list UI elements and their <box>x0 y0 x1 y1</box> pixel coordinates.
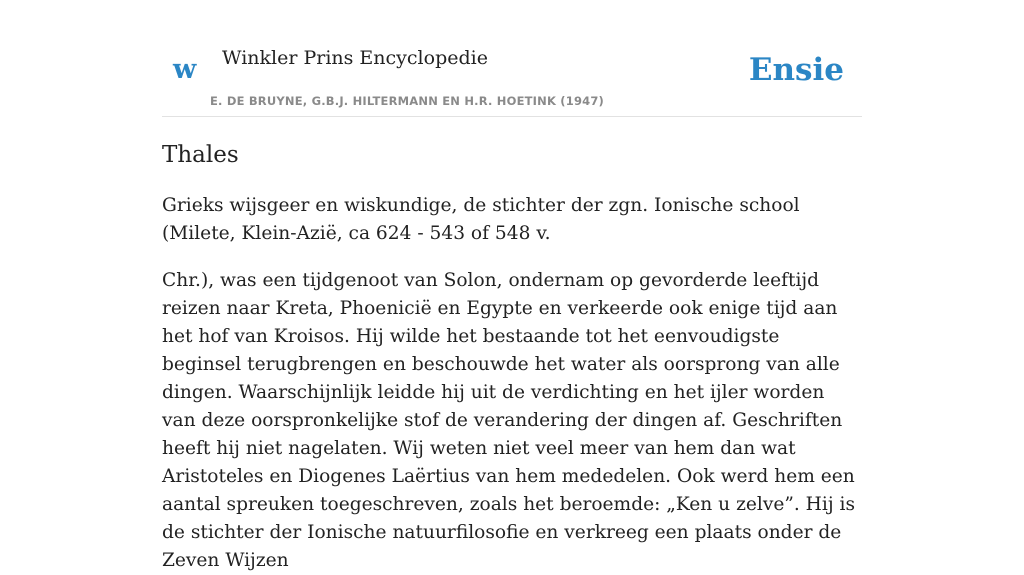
publication-authors: E. DE BRUYNE, G.B.J. HILTERMANN EN H.R. HOETINK (1947) <box>210 94 605 108</box>
article-paragraph: Grieks wijsgeer en wiskundige, de stichter der zgn. Ionische school (Milete, Klein-Azië, ca 624 - 543 of 548 v. <box>162 195 800 244</box>
header <box>162 0 862 117</box>
article-paragraph: Chr.), was een tijdgenoot van Solon, ondernam op gevorderde leeftijd reizen naar Kreta, Phoenicië en Egypte en verkeerde ook enige tijd aan het hof van Kroisos. Hij wilde het bestaande tot het eenvoudigste beginsel terugbrengen en beschouwde het water als oorsprong van alle dingen. Waarschijnlijk leidde hij uit de verdichting en het ijler worden van deze oorspronkelijke stof de verandering der dingen af. Geschriften heeft hij niet nagelaten. Wij weten niet veel meer van hem dan wat Aristoteles en Diogenes Laërtius van hem mededelen. Ook werd hem een aantal spreuken toegeschreven, zoals het beroemde: „Ken u zelve”. Hij is de stichter der Ionische natuurfilosofie en verkreeg een plaats onder de Zeven Wijzen <box>162 270 855 571</box>
page <box>162 0 862 571</box>
article-title: Thales <box>162 142 239 168</box>
publication-logo[interactable]: w <box>173 54 197 85</box>
brand-logo[interactable]: Ensie <box>748 52 844 88</box>
publication-title[interactable]: Winkler Prins Encyclopedie <box>222 47 488 69</box>
